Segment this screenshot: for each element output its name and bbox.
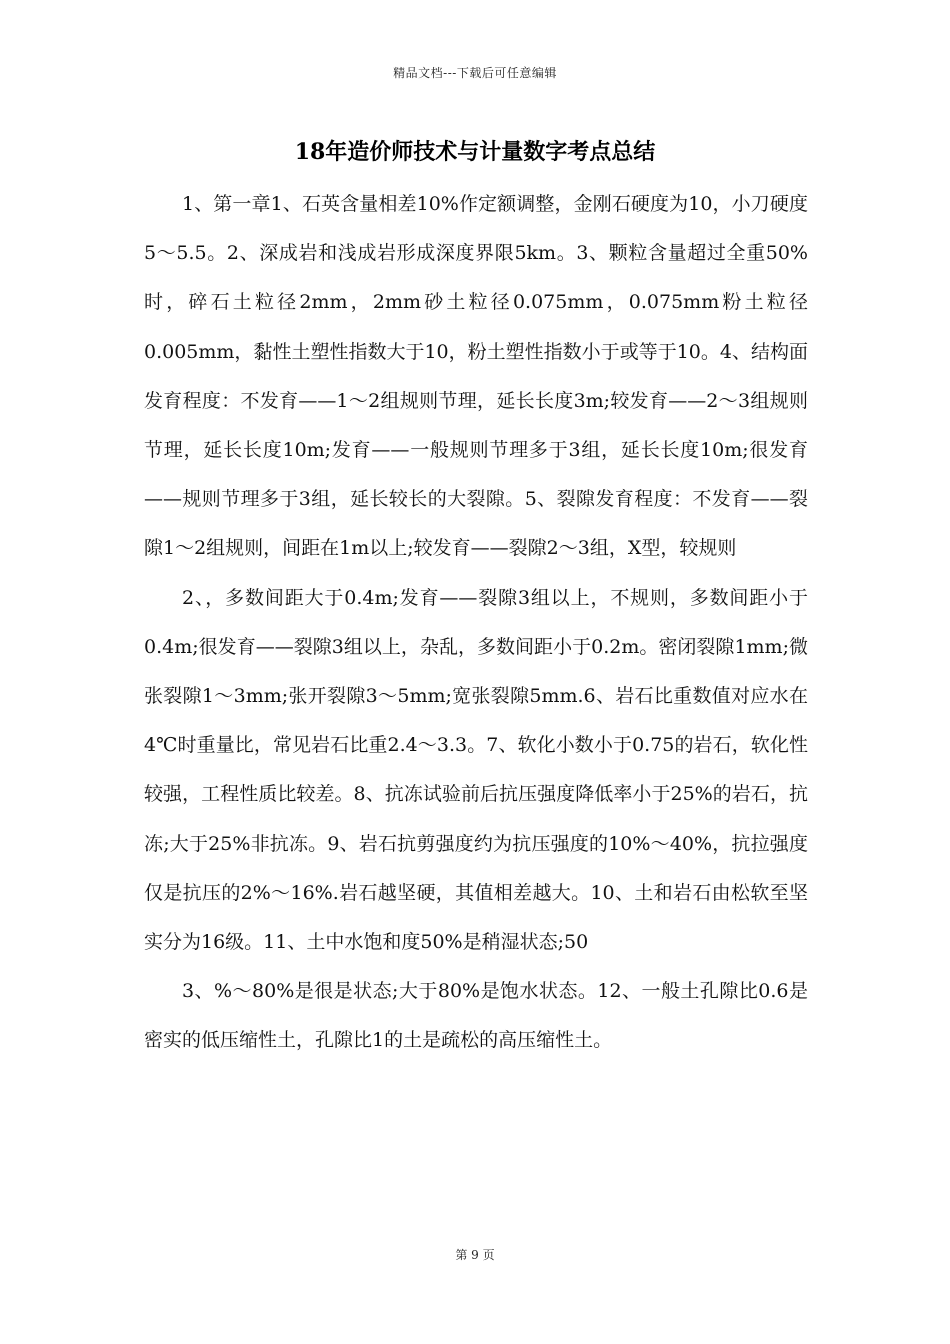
paragraph-2: 2、，多数间距大于0.4m;发育——裂隙3组以上，不规则，多数间距小于0.4m;很发育——裂隙3组以上，杂乱，多数间距小于0.2m。密闭裂隙1mm;微张裂隙1～3mm;张开裂隙3～5mm;宽张裂隙5mm.6、岩石比重数值对应水在4℃时重量比，常见岩石比重2.4～3.3。7、软化小数小于0.75的岩石，软化性较强，工程性质比较差。8、抗冻试验前后抗压强度降低率小于25%的岩石，抗冻;大于25%非抗冻。9、岩石抗剪强度约为抗压强度的10%～40%，抗拉强度仅是抗压的2%～16%.岩石越坚硬，其值相差越大。10、土和岩石由松软至坚实分为16级。11、土中水饱和度50%是稍湿状态;50: [144, 586, 808, 954]
paragraph-1: 1、第一章1、石英含量相差10%作定额调整，金刚石硬度为10，小刀硬度5～5.5。2、深成岩和浅成岩形成深度界限5km。3、颗粒含量超过全重50%时，碎石土粒径2mm，2mm砂土粒径0.075mm，0.075mm粉土粒径0.005mm，黏性土塑性指数大于10，粉土塑性指数小于或等于10。4、结构面发育程度：不发育——1～2组规则节理，延长长度3m;较发育——2～3组规则节理，延长长度10m;发育——一般规则节理多于3组，延长长度10m;很发育——规则节理多于3组，延长较长的大裂隙。5、裂隙发育程度：不发育——裂隙1～2组规则，间距在1m以上;较发育——裂隙2～3组，X型，较规则: [144, 193, 808, 560]
document-body: [144, 180, 808, 1066]
header-note: 精品文档---下载后可任意编辑: [393, 66, 557, 80]
paragraph-3: 3、%～80%是很是状态;大于80%是饱水状态。12、一般土孔隙比0.6是密实的低压缩性土，孔隙比1的土是疏松的高压缩性土。: [144, 980, 808, 1052]
document-title: 18年造价师技术与计量数字考点总结: [294, 139, 656, 165]
page-number: 第 9 页: [455, 1248, 495, 1262]
